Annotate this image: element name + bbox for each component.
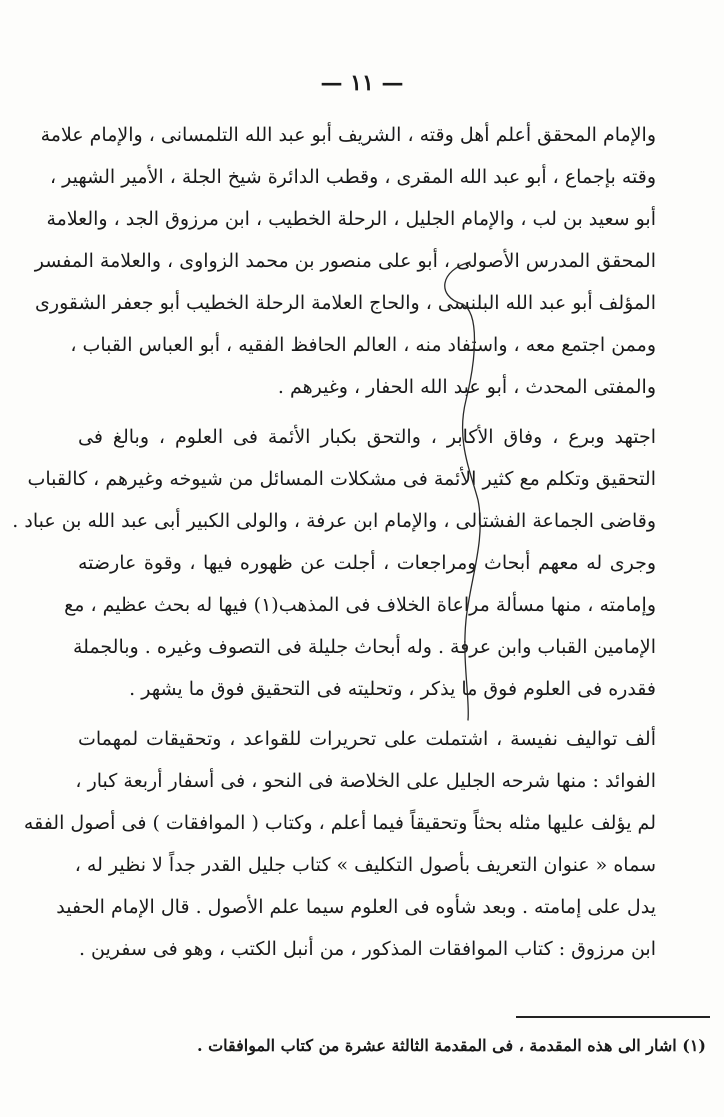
text-line: الفوائد : منها شرحه الجليل على الخلاصة فى النحو ، فى أسفار أربعة كبار ،: [75, 770, 656, 792]
text-line: وقاضى الجماعة الفشتالى ، والإمام ابن عرفة ، والولى الكبير أبى عبد الله بن عباد .: [12, 510, 656, 532]
text-line: والمفتى المحدث ، أبو عبد الله الحفار ، وغيرهم .: [277, 376, 656, 398]
footnote: (١) اشار الى هذه المقدمة ، فى المقدمة الثالثة عشرة من كتاب الموافقات .: [196, 1036, 706, 1055]
text-line: المؤلف أبو عبد الله البلنسى ، والحاج العلامة الرحلة الخطيب أبو جعفر الشقورى: [35, 292, 656, 314]
text-line: التحقيق وتكلم مع كثير الأئمة فى مشكلات المسائل من شيوخه وغيرهم ، كالقباب: [27, 468, 656, 490]
page-number: — ١١ —: [320, 70, 404, 96]
text-line: لم يؤلف عليها مثله بحثاً وتحقيقاً فيما أعلم ، وكتاب ( الموافقات ) فى أصول الفقه: [23, 812, 656, 834]
text-line: اجتهد وبرع ، وفاق الأكابر ، والتحق بكبار الأئمة فى العلوم ، وبالغ فى: [78, 426, 656, 448]
text-line: وممن اجتمع معه ، واستفاد منه ، العالم الحافظ الفقيه ، أبو العباس القباب ،: [70, 334, 656, 356]
text-line: سماه « عنوان التعريف بأصول التكليف » كتاب جليل القدر جداً لا نظير له ،: [74, 854, 656, 876]
paragraph-gap: [78, 408, 656, 416]
text-line: يدل على إمامته . وبعد شأوه فى العلوم سيما علم الأصول . قال الإمام الحفيد: [56, 896, 656, 918]
paragraph-gap: [78, 710, 656, 718]
text-line: أبو سعيد بن لب ، والإمام الجليل ، الرحلة الخطيب ، ابن مرزوق الجد ، والعلامة: [46, 208, 656, 230]
paragraph-works: [23, 718, 656, 970]
paragraph-scholarship: [12, 416, 656, 710]
text-line: فقدره فى العلوم فوق ما يذكر ، وتحليته فى التحقيق فوق ما يشهر .: [129, 678, 656, 700]
paragraph-teachers: [34, 114, 656, 408]
footnote-divider: [516, 1016, 710, 1018]
text-line: والإمام المحقق أعلم أهل وقته ، الشريف أبو عبد الله التلمسانى ، والإمام علامة: [40, 124, 656, 146]
text-line: وإمامته ، منها مسألة مراعاة الخلاف فى المذهب(١) فيها له بحث عظيم ، مع: [64, 594, 656, 616]
text-line: وقته بإجماع ، أبو عبد الله المقرى ، وقطب الدائرة شيخ الجلة ، الأمير الشهير ،: [50, 166, 656, 188]
text-line: الإمامين القباب وابن عرفة . وله أبحاث جليلة فى التصوف وغيره . وبالجملة: [72, 636, 656, 658]
text-line: ألف تواليف نفيسة ، اشتملت على تحريرات للقواعد ، وتحقيقات لمهمات: [78, 728, 656, 750]
body-text: [12, 114, 656, 970]
text-line: وجرى له معهم أبحاث ومراجعات ، أجلت عن ظهوره فيها ، وقوة عارضته: [78, 552, 656, 574]
text-line: المحقق المدرس الأصولى ، أبو على منصور بن محمد الزواوى ، والعلامة المفسر: [34, 250, 656, 272]
text-line: ابن مرزوق : كتاب الموافقات المذكور ، من أنبل الكتب ، وهو فى سفرين .: [78, 938, 656, 960]
